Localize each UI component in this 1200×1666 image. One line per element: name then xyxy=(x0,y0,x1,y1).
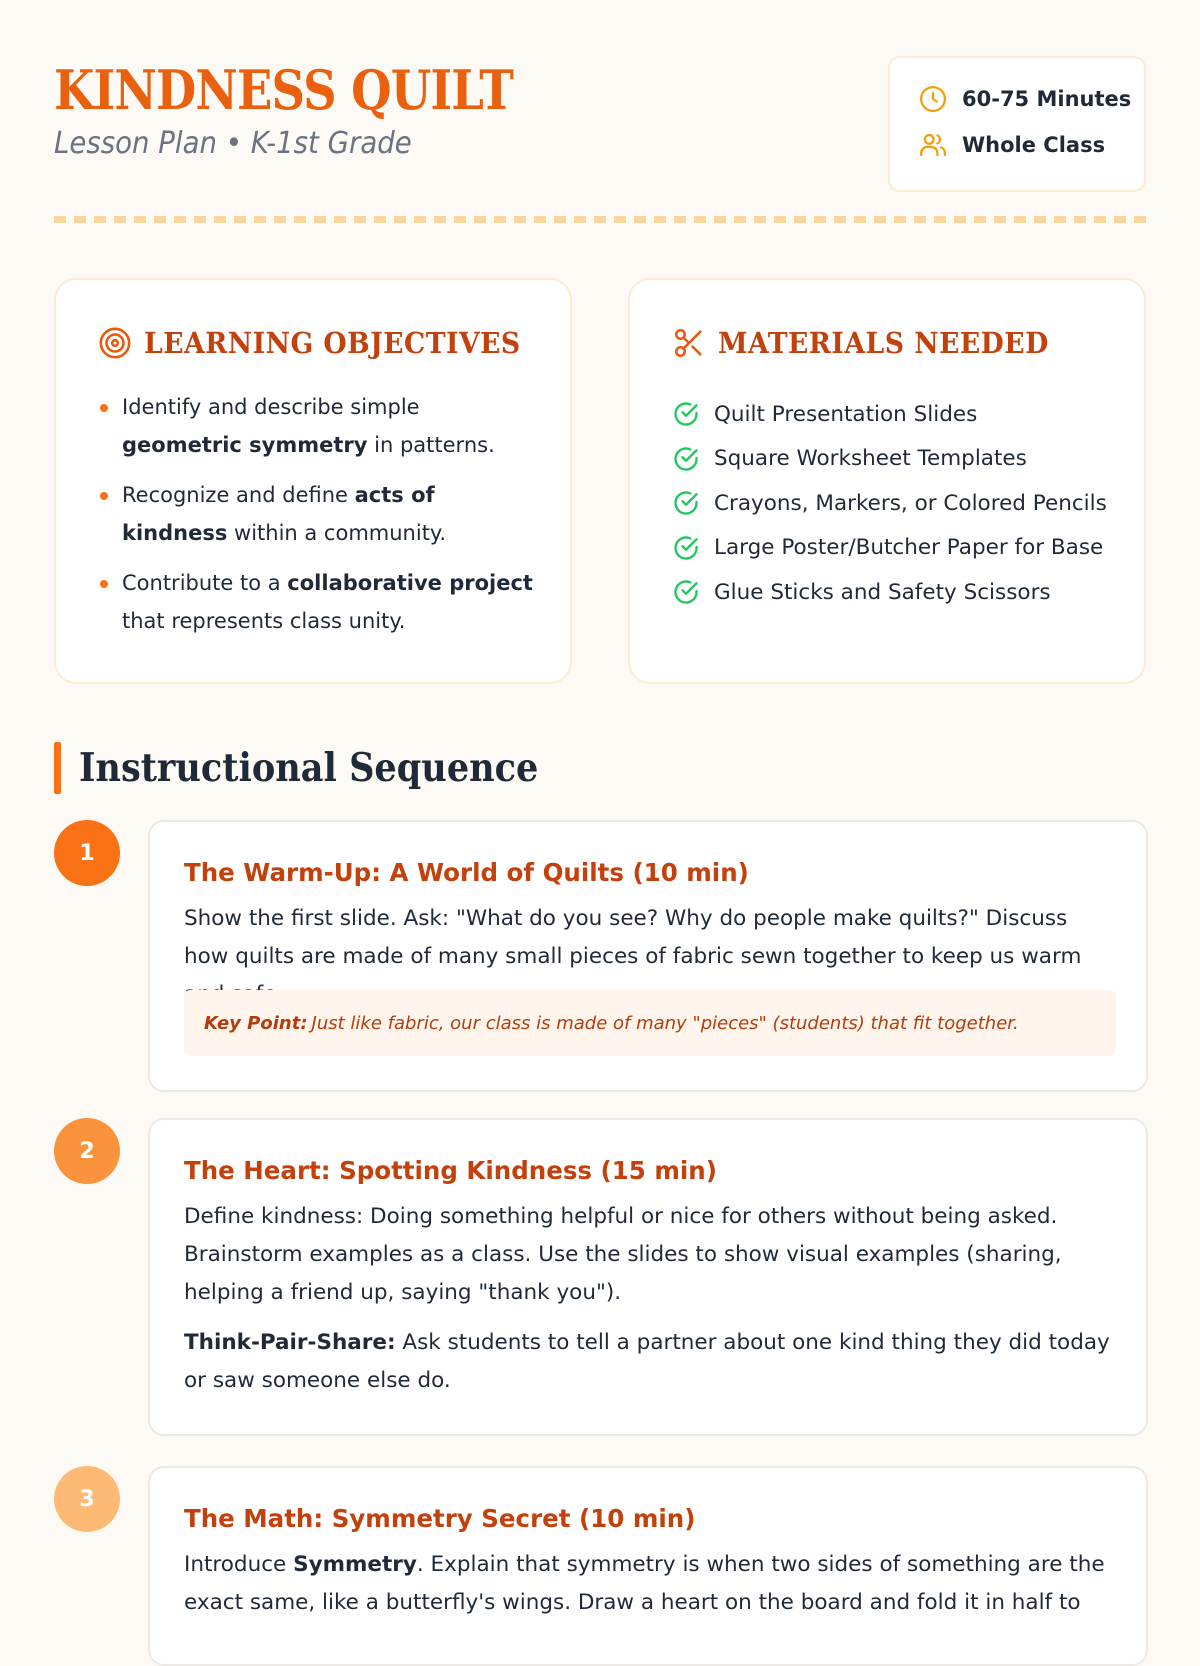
section-title: Instructional Sequence xyxy=(79,745,539,791)
think-pair-share-body: Ask students to tell a partner about one kind thing they did today or saw someone else do. xyxy=(184,1330,1110,1393)
check-circle-icon xyxy=(672,400,700,428)
list-item xyxy=(98,388,544,464)
objectives-title: LEARNING OBJECTIVES xyxy=(144,326,521,360)
objective-text: in patterns. xyxy=(367,433,495,457)
list-item xyxy=(672,481,1122,526)
scissors-icon xyxy=(672,326,706,360)
step-title: The Heart: Spotting Kindness (15 min) xyxy=(184,1156,717,1185)
think-pair-share-label: Think-Pair-Share: xyxy=(184,1330,396,1355)
grouping-label: Whole Class xyxy=(962,133,1106,157)
list-item xyxy=(672,570,1122,615)
step-description xyxy=(184,1546,1114,1622)
duration-label: 60-75 Minutes xyxy=(962,87,1132,111)
key-point-callout xyxy=(184,990,1116,1056)
think-pair-share-text xyxy=(184,1324,1114,1400)
objectives-card xyxy=(54,278,572,684)
step-emphasis: Symmetry xyxy=(293,1552,417,1577)
step-title: The Warm-Up: A World of Quilts (10 min) xyxy=(184,858,749,887)
step-description: Show the first slide. Ask: "What do you see? Why do people make quilts?" Discuss how quilts are made of many small pieces of fabric sewn together to keep us warm xyxy=(184,906,1082,969)
material-label: Square Worksheet Templates xyxy=(714,446,1027,472)
objectives-list xyxy=(98,388,544,652)
materials-title: MATERIALS NEEDED xyxy=(718,326,1049,360)
material-label: Glue Sticks and Safety Scissors xyxy=(714,579,1051,605)
material-label: Large Poster/Butcher Paper for Base xyxy=(714,535,1104,561)
target-icon xyxy=(98,326,132,360)
key-point-label: Key Point: xyxy=(204,1012,308,1034)
check-circle-icon xyxy=(672,578,700,606)
step-text: Introduce xyxy=(184,1552,294,1577)
material-label: Crayons, Markers, or Colored Pencils xyxy=(714,490,1107,516)
material-label: Quilt Presentation Slides xyxy=(714,401,978,427)
objective-text: Contribute to a xyxy=(122,571,288,595)
objective-text: Recognize and define xyxy=(122,483,355,507)
objectives-heading xyxy=(98,326,553,360)
section-heading xyxy=(54,742,589,794)
step-card xyxy=(148,1466,1148,1666)
page-subtitle: Lesson Plan • K-1st Grade xyxy=(54,126,412,161)
objective-text: that represents class unity. xyxy=(122,609,406,633)
clock-icon xyxy=(918,84,948,114)
list-item xyxy=(98,564,544,640)
step-text: . Explain that symmetry is when two sides of something are the exact same, like a butterfly's wings. Draw a heart on the board and fold it in half to xyxy=(184,1552,1105,1615)
lesson-meta-card xyxy=(888,56,1146,192)
section-accent-bar xyxy=(54,742,61,794)
list-item xyxy=(98,476,544,552)
check-circle-icon xyxy=(672,534,700,562)
key-point-text: Just like fabric, our class is made of many "pieces" (students) that fit together. xyxy=(311,1012,1019,1034)
grouping-row xyxy=(918,128,1105,162)
step-number-badge: 1 xyxy=(54,820,120,886)
step-number-badge: 2 xyxy=(54,1118,120,1184)
step-number-badge: 3 xyxy=(54,1466,120,1532)
list-item xyxy=(672,437,1122,482)
step-title: The Math: Symmetry Secret (10 min) xyxy=(184,1504,696,1533)
objective-emphasis: acts of kindness xyxy=(122,483,435,545)
step-description: Define kindness: Doing something helpful or nice for others without being asked. Brainstorm examples as a class. Use the slides to show visual examples (sharing, helping a friend up, saying "thank you"). xyxy=(184,1204,1062,1305)
materials-heading xyxy=(672,326,1077,360)
list-item xyxy=(672,392,1122,437)
dashed-divider xyxy=(54,216,1148,223)
materials-card xyxy=(628,278,1146,684)
objective-emphasis: collaborative project xyxy=(287,571,533,595)
check-circle-icon xyxy=(672,489,700,517)
objective-emphasis: geometric symmetry xyxy=(122,433,368,457)
objective-text: Identify and describe simple xyxy=(122,395,420,419)
check-circle-icon xyxy=(672,445,700,473)
duration-row xyxy=(918,82,1131,116)
page-title: KINDNESS QUILT xyxy=(54,58,513,122)
step-card xyxy=(148,1118,1148,1436)
header xyxy=(54,56,1146,196)
materials-list xyxy=(672,392,1122,615)
step-card xyxy=(148,820,1148,1092)
users-icon xyxy=(918,130,948,160)
list-item xyxy=(672,526,1122,571)
objective-text: within a community. xyxy=(227,521,447,545)
